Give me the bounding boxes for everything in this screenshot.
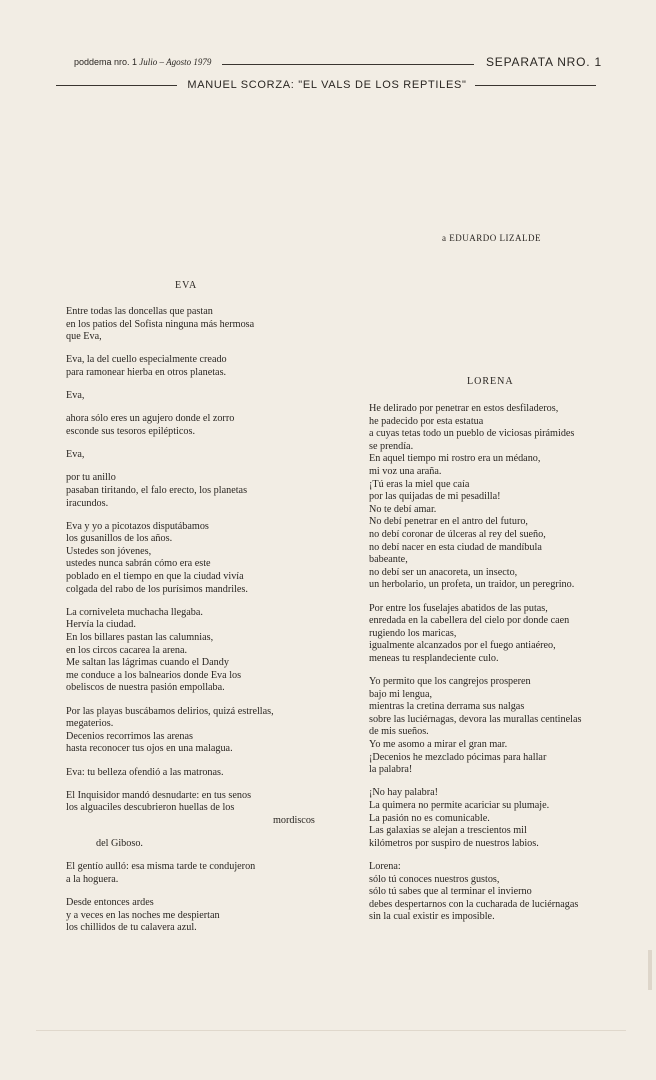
stanza [66, 521, 348, 597]
verse-line: hasta reconocer tus ojos en una malagua. [66, 743, 233, 755]
verse-line: del Giboso. [96, 838, 143, 850]
verse-line: Eva y yo a picotazos disputábamos [66, 520, 209, 532]
stanza [66, 790, 348, 828]
verse-line: poblado en el tiempo en que la ciudad vivía [66, 571, 244, 583]
verse-line: no debí ser un anacoreta, un insecto, [369, 566, 518, 578]
verse-line: ¡Decenios he mezclado pócimas para hallar [369, 751, 547, 763]
verse-line: a cuyas tetas todo un pueblo de viciosas pirámides [369, 428, 575, 440]
verse-line: mordiscos [273, 814, 315, 826]
verse-line: Yo permito que los cangrejos prosperen [369, 676, 531, 688]
verse-line: mientras la cretina derrama sus nalgas [369, 701, 525, 713]
verse-line: Por entre los fuselajes abatidos de las putas, [369, 602, 548, 614]
stanza [66, 838, 348, 851]
verse-line: En los billares pastan las calumnias, [66, 632, 214, 644]
verse-line: a la hoguera. [66, 873, 119, 885]
verse-line: kilómetros por suspiro de nuestros labios. [369, 837, 539, 849]
verse-line: los gusanillos de los años. [66, 533, 173, 545]
verse-line: Eva, [66, 390, 85, 402]
verse-line: No te debí amar. [369, 503, 437, 515]
verse-line: El gentío aulló: esa misma tarde te condujeron [66, 861, 256, 873]
separata-label: SEPARATA NRO. 1 [486, 55, 603, 69]
verse-line: mi voz una araña. [369, 465, 442, 477]
verse-line: de mis sueños. [369, 726, 429, 738]
verse-line: que Eva, [66, 331, 102, 343]
verse-line: esconde sus tesoros epilépticos. [66, 425, 196, 437]
verse-line: Por las playas buscábamos delirios, quizá estrellas, [66, 705, 274, 717]
issue-number: poddema nro. 1 [74, 57, 138, 67]
verse-line: megaterios. [66, 718, 114, 730]
verse-line: Eva, [66, 449, 85, 461]
verse-line: colgada del rabo de los purísimos mandriles. [66, 583, 248, 595]
verse-line: obeliscos de nuestra pasión empollaba. [66, 682, 225, 694]
verse-line: en los patios del Sofista ninguna más hermosa [66, 318, 255, 330]
stanza [369, 403, 631, 592]
verse-line: he padecido por esta estatua [369, 415, 484, 427]
verse-line: meneas tu resplandeciente culo. [369, 652, 499, 664]
verse-line: rugiendo los maricas, [369, 627, 457, 639]
verse-line: los alguaciles descubrieron huellas de los [66, 802, 235, 814]
stanza [369, 603, 631, 666]
bottom-rule [36, 1030, 626, 1031]
stanza [66, 897, 348, 935]
verse-line: Lorena: [369, 860, 401, 872]
verse-line: ahora sólo eres un agujero donde el zorro [66, 413, 235, 425]
verse-line: ¡Tú eras la miel que caía [369, 478, 470, 490]
verse-line: Las galaxias se alejan a trescientos mil [369, 825, 527, 837]
title-rule-right [475, 85, 596, 86]
verse-line: La pasión no es comunicable. [369, 812, 490, 824]
stanza [66, 706, 348, 756]
verse-line: Decenios recorrimos las arenas [66, 730, 194, 742]
poem-eva [66, 306, 348, 945]
verse-line: Entre todas las doncellas que pastan [66, 306, 213, 317]
stanza [66, 861, 348, 886]
stanza [66, 306, 348, 344]
verse-line: El Inquisidor mandó desnudarte: en tus senos [66, 789, 252, 801]
page-edge-mark [648, 950, 652, 990]
verse-line: sólo tú conoces nuestros gustos, [369, 873, 500, 885]
verse-line: Eva: tu belleza ofendió a las matronas. [66, 766, 224, 778]
stanza [66, 767, 348, 780]
verse-line: para ramonear hierba en otros planetas. [66, 366, 227, 378]
stanza [66, 449, 348, 462]
verse-line: La quimera no permite acariciar su plumaje. [369, 800, 550, 811]
verse-line: ¡No hay palabra! [369, 787, 439, 799]
verse-line: y a veces en las noches me despiertan [66, 909, 220, 921]
title-rule-left [56, 85, 177, 86]
verse-line: sólo tú sabes que al terminar el invierno [369, 886, 532, 898]
verse-line: En aquel tiempo mi rostro era un médano, [369, 453, 541, 465]
verse-line: los chillidos de tu calavera azul. [66, 922, 197, 934]
verse-line: por las quijadas de mi pesadilla! [369, 491, 501, 503]
verse-line: bajo mi lengua, [369, 688, 433, 700]
verse-line: Desde entonces ardes [66, 897, 154, 909]
stanza [369, 861, 631, 924]
poem-title-lorena: LORENA [467, 376, 514, 387]
verse-line: por tu anillo [66, 472, 116, 484]
verse-line: No debí penetrar en el antro del futuro, [369, 516, 528, 528]
verse-line: se prendía. [369, 440, 414, 452]
stanza [66, 354, 348, 379]
verse-line: un herbolario, un profeta, un traidor, un peregrino. [369, 579, 575, 591]
verse-line: ustedes nunca sabrán cómo era este [66, 558, 211, 570]
poem-title-eva: EVA [175, 280, 198, 291]
title-line [56, 79, 596, 91]
stanza [66, 607, 348, 695]
stanza [369, 787, 631, 850]
header-rule [222, 64, 474, 65]
verse-line: Me saltan las lágrimas cuando el Dandy [66, 657, 229, 669]
verse-line: babeante, [369, 554, 408, 566]
verse-line: iracundos. [66, 497, 109, 509]
verse-line: igualmente alcanzados por el fuego antiaéreo, [369, 640, 556, 652]
verse-line: no debí coronar de úlceras al rey del sueño, [369, 528, 546, 540]
verse-line: La corniveleta muchacha llegaba. [66, 606, 203, 618]
verse-line: debes despertarnos con la cucharada de luciérnagas [369, 898, 579, 910]
verse-line: Ustedes son jóvenes, [66, 545, 152, 557]
verse-line: sobre las luciérnagas, devora las murallas centinelas [369, 713, 582, 725]
dedication: a EDUARDO LIZALDE [442, 233, 541, 243]
verse-line: He delirado por penetrar en estos desfiladeros, [369, 403, 559, 414]
stanza [66, 390, 348, 403]
verse-line: Yo me asomo a mirar el gran mar. [369, 739, 508, 751]
verse-line: Hervía la ciudad. [66, 619, 136, 631]
stanza [369, 676, 631, 777]
stanza [66, 413, 348, 438]
verse-line: me conduce a los balnearios donde Eva los [66, 669, 242, 681]
page-title: MANUEL SCORZA: "EL VALS DE LOS REPTILES" [187, 79, 467, 91]
verse-line: pasaban tiritando, el falo erecto, los planetas [66, 484, 248, 496]
verse-line: sin la cual existir es imposible. [369, 911, 495, 923]
poem-lorena [369, 403, 631, 935]
verse-line: la palabra! [369, 764, 413, 776]
verse-line: no debí nacer en esta ciudad de mandíbula [369, 541, 542, 553]
issue-date: Julio – Agosto 1979 [139, 57, 212, 67]
verse-line: enredada en la cabellera del cielo por donde caen [369, 615, 570, 627]
issue-line [74, 57, 211, 67]
stanza [66, 472, 348, 510]
verse-line: en los circos cacarea la arena. [66, 644, 188, 656]
verse-line: Eva, la del cuello especialmente creado [66, 354, 227, 366]
